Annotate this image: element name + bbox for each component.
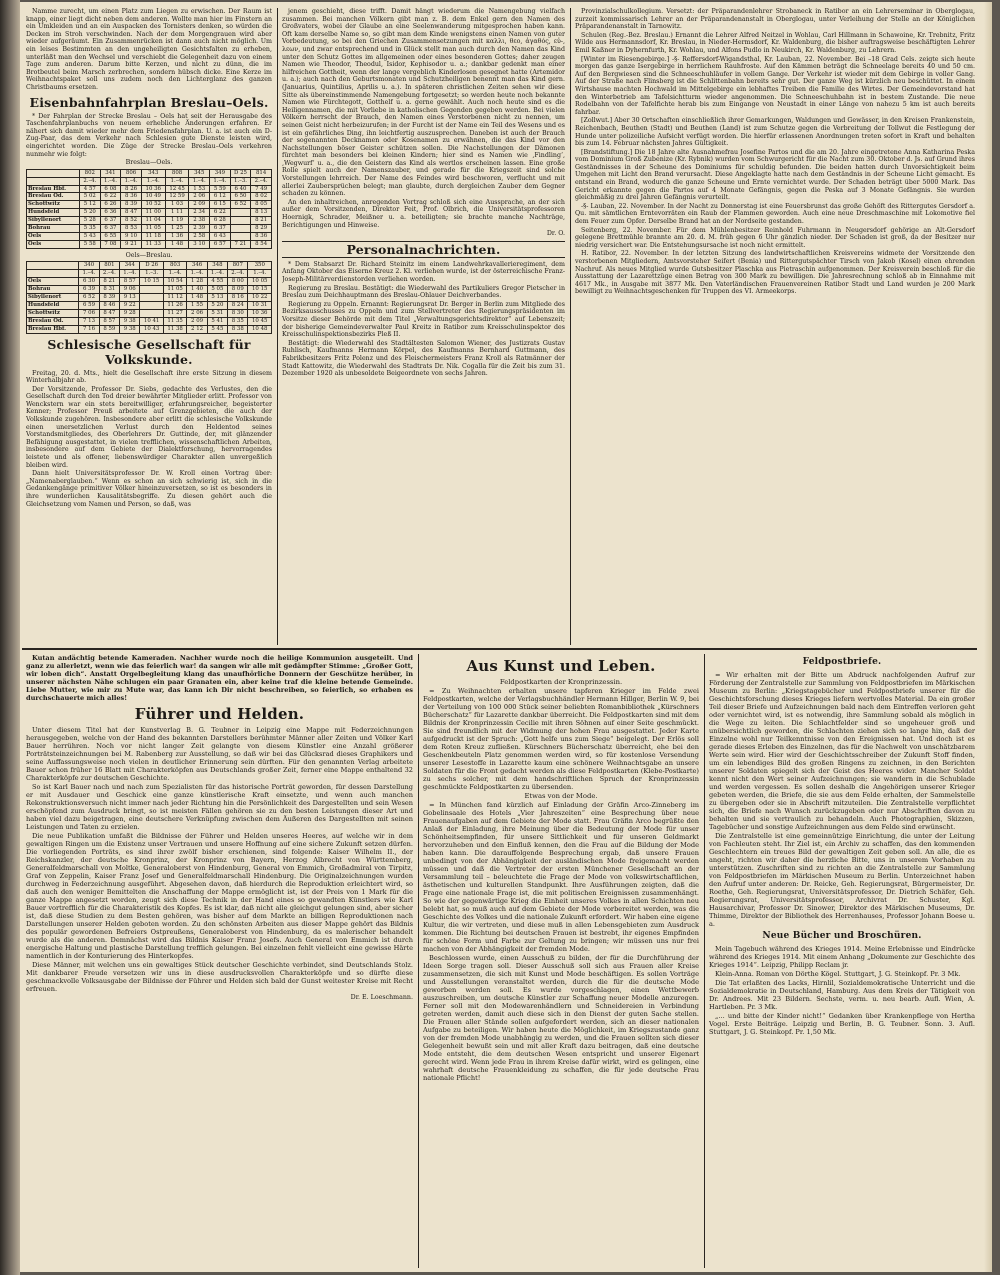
timetable-cell: 2 12	[187, 325, 207, 333]
paragraph: = Zu Weihnachten erhalten unsere tapferen Krieger im Felde zwei Feldpostkarten, welche der Verlagsbuchhändler Hermann Hillger, Berlin W. 9, bei der Verteilung von 100 000 Stück seiner beliebten Romanbibliothek „Kürschners Bücherschatz“ für Lazarette dankbar überreicht. Die Feldpostkarten sind mit dem Bildnis der Kronprinzessin Cecilie mit ihren Söhnen auf einer Seite geschmückt. Sie sind freundlich mit der Widmung der hohen Frau ausgestattet. Jeder Karte aufgedruckt ist der Spruch: „Gott helfe uns zum Siege“ beigelegt. Der Erlös soll dem Roten Kreuz zufließen. Kürschners Bücherschatz überreicht, ehe bei den Geschenkbeuteln Platz genommen werden wird, so für kostenlose Versendung unserer Lesestoffe in Lazarette kaum eine schönere Weihnachtsgabe an unsere Soldaten für die Front gedacht werden als diese Feldpostkarten (Klebe-Postkarte) zu sechs solcher, mit dem handschriftlichen Spruch der Kronprinzessin geschmückte Feldpostkarten zu übersenden.	[423, 687, 699, 791]
timetable-cell: 7 13	[79, 317, 99, 325]
timetable-row	[27, 185, 272, 193]
heading-kunst-und-leben: Aus Kunst und Leben.	[466, 657, 656, 675]
paragraph: * Dem Stabsarzt Dr. Richard Steinitz im einem Landwehrkavallerieregiment, dem Anfang Oktober das Eiserne Kreuz 2. Kl. verliehen wurde, ist der österreichische Franz-Joseph-Militärverdienstorden verliehen worden.	[282, 260, 565, 283]
timetable-cell: 10 41	[140, 317, 163, 325]
timetable-cell: 8 52	[121, 217, 142, 225]
timetable-row	[27, 309, 272, 317]
timetable-cell: 1.–4.	[120, 270, 140, 278]
timetable-cell: 7 08	[100, 240, 121, 248]
timetable-cell: 11 00	[141, 209, 165, 217]
paragraph: Dann hielt Universitätsprofessor Dr. W. Kroll einen Vortrag über: „Namenaberglauben.“ Wenn es schon an sich schwierig ist, sich in die Gedankengänge primitiver Völker hineinzuversetzen, so ist es besonders in ihre wunderlichen Kausalitätsbegriffe. Zu diesen gehört auch die Gleichsetzung vom Namen und Person, so daß, was	[26, 470, 272, 508]
timetable-cell: 346	[187, 262, 207, 270]
timetable-title: Breslau—Oels.	[125, 159, 173, 167]
timetable-cell: 1.–4.	[210, 177, 231, 185]
timetable-cell: 2 09	[187, 317, 207, 325]
heading-fuehrer-und-helden: Führer und Helden.	[134, 705, 305, 723]
timetable-cell: 8 39	[99, 293, 119, 301]
heading-volkskunde: Schlesische Gesellschaft für Volkskunde.	[47, 336, 251, 367]
station-name	[27, 262, 79, 270]
timetable-cell: 7 06	[79, 309, 99, 317]
timetable-cell: 4 57	[80, 185, 101, 193]
timetable-cell: 11 04	[141, 217, 165, 225]
timetable-cell: 1 36	[165, 232, 189, 240]
timetable-header-classes	[27, 270, 272, 278]
timetable-cell: 8 00	[228, 278, 248, 286]
timetable-cell: 9 38	[120, 325, 140, 333]
column-rule	[570, 8, 571, 645]
timetable-cell: 10 48	[248, 325, 272, 333]
timetable-cell: 5 35	[80, 225, 101, 233]
timetable-cell: 1.–4.	[121, 177, 142, 185]
timetable-cell: 10 15	[140, 278, 163, 286]
column-middle	[282, 8, 565, 645]
subheading-mode: Etwas von der Mode.	[524, 792, 598, 800]
station-name	[27, 169, 80, 177]
timetable-cell: D 25	[230, 169, 251, 177]
timetable-cell: 10 15	[248, 286, 272, 294]
heading-neue-buecher: Neue Bücher und Broschüren.	[762, 931, 922, 941]
timetable-cell: 8 02	[251, 193, 272, 201]
station-name: Breslau Od.	[27, 193, 80, 201]
timetable-cell: 8 57	[99, 317, 119, 325]
timetable-cell: 8 47	[121, 209, 142, 217]
timetable-cell: 1.–4.	[207, 270, 227, 278]
timetable-cell: 6 22	[100, 193, 121, 201]
timetable-cell: 344	[120, 262, 140, 270]
column-rule	[418, 654, 419, 1268]
timetable-cell: 6 57	[210, 240, 231, 248]
timetable-cell: 5 43	[80, 232, 101, 240]
timetable-cell: 9 38	[120, 317, 140, 325]
station-name: Hundsfeld	[27, 209, 80, 217]
timetable-cell: 345	[189, 169, 210, 177]
article-intro-left	[26, 8, 272, 92]
book-binding	[0, 0, 20, 1275]
timetable-cell: 2.–4.	[228, 270, 248, 278]
timetable-cell: 1.–4.	[141, 177, 165, 185]
timetable-cell: 1.–4.	[187, 270, 207, 278]
timetable-cell: 1.–3.	[140, 270, 163, 278]
column-left	[26, 8, 272, 645]
timetable-cell	[230, 225, 251, 233]
timetable-cell: 11 35	[163, 317, 186, 325]
station-name: Breslau Hbf.	[27, 185, 80, 193]
timetable-cell: 6 30	[79, 278, 99, 286]
timetable-cell: 6 22	[210, 209, 231, 217]
paragraph: [Winter im Riesengebirge.] -§- Reffersdorf-Wigandsthal, Kr. Lauban, 22. November. Bei –18 Grad Cels. zeigte sich heute morgen das ganze Isergebirge in herrlichem Rauhfroste. Auf den Kämmen beträgt die Schneelage bereits 40 und 50 cm. Auf den Bergwiesen sind die Schneeschuhläufer in vollem Gange. Der Verkehr ist wieder mit dem Gebirge in voller Gang. Auf der Straße nach Flinsberg ist die Schlittenbahn bereits sehr gut. Der ganze Weg ist kürzlich neu beschüttet. In einem Wirtshause machten Hochwald im Mittelgebirge ein lebhaftes Treiben die Familie des Wirtes. Der Gemeindevorstand hat den Winterbetrieb am Tafelsichtturm wieder angenommen. Die Schneeschuhbahn ist in bestem Zustande. Die neue Rodelbahn von der Tafelfichte herab bis zum Eingange von Neustadt in einer Länge von nahezu 5 km ist auch bereits fahrbar.	[575, 55, 975, 116]
paragraph: Diese Männer, mit welchen uns ein gewaltiges Stück deutscher Geschichte verbindet, sind Deutschlands Stolz. Mit dankbarer Freude versetzen wir uns in diese ausdrucksvollen Charakterköpfe und so dürfte diese geschmackvolle Volksausgabe der Bildnisse der Führer und Helden sich bald der Gunst weitester Kreise mit Recht erfreuen.	[26, 961, 413, 993]
paragraph: Seitenberg, 22. November. Für dem Mühlenbesitzer Reinhold Fuhrmann in Neugersdorf gehörige an Alt-Gersdorf gelegene Brettmühle brannte am 20. d. M. früh gegen 6 Uhr gänzlich nieder. Der Schaden ist groß, da der Besitzer nur niedrig versichert war. Die Entstehungsursache ist noch nicht ermittelt.	[575, 226, 975, 249]
timetable-cell	[140, 309, 163, 317]
timetable-cell: 2.–4.	[99, 270, 119, 278]
timetable-cell: 6 37	[210, 225, 231, 233]
paragraph: Die neue Publikation umfaßt die Bildnisse der Führer und Helden unseres Heeres, auf welche wir in dem gewaltigen Ringen um die Existenz unser Vertrauen und unsere Hoffnung auf eine sichere Zukunft setzen dürfen. Die vorliegenden Porträts, es sind ihrer zwölf bisher erschienen, sind folgende: Kaiser Wilhelm II., der Reichskanzler, der deutsche Kronprinz, der Kronprinz von Bayern, Herzog Albrecht von Württemberg, Generalfeldmarschall von Moltke, Generaloberst von Hindenburg, General von Emmich, Großadmiral von Tirpitz, Graf von Zeppelin, Kaiser Franz Josef und Generalfeldmarschall Hindenburg. Die Originalzeichnungen wurden durchweg in Federzeichnung ausgeführt. Abgesehen davon, daß hierdurch die Reproduktion erleichtert wird, so daß auch den weniger Bemittelten die Anschaffung der Mappe ermöglicht ist, ist der Preis von 1 Mark für die ganze Mappe angesetzt worden, zeugt sich diese Technik in der Hand eines so gewandten Künstlers wie Karl Bauer vortrefflich für die Charakteristik des Kopfes. Es ist klar, daß nicht alle gleichgut gelungen sind, aber sicher ist, daß diese Studien zu dem Besten gehören, was bisher auf dem Markte an billigen Reproduktionen nach Darstellungen unserer Helden geboten worden. Zu den schönsten Arbeiten aus dieser Mappe gehört das Bildnis des populär gewordenen Befreiers Ostpreußens, Generaloberst von Hindenburg, da es malerischer behandelt wurde als die anderen. Demnächst wird das Bildnis Kaiser Franz Josefs. Auch General von Emmich ist durch energische Haltung und plastische Darstellung trefflich gelungen. Bei einzelnen fehlt vielleicht eine gewisse Härte namentlich in der Konturierung des Hinterkopfes.	[26, 832, 413, 960]
timetable-cell: 2 39	[189, 225, 210, 233]
timetable-cell: 6 37	[100, 225, 121, 233]
timetable-row	[27, 325, 272, 333]
heading-fahrplan: Eisenbahnfahrplan Breslau–Oels.	[29, 94, 269, 110]
timetable-cell: 10 31	[248, 301, 272, 309]
timetable-cell: 2 38	[189, 217, 210, 225]
heading-personal: Personalnachrichten.	[282, 241, 565, 258]
timetable-cell: 8 29	[251, 225, 272, 233]
timetable-cell: 1 11	[165, 209, 189, 217]
timetable-cell: 6 15	[210, 201, 231, 209]
timetable-cell: 10 36	[248, 309, 272, 317]
timetable-header-trains	[27, 169, 272, 177]
timetable-cell: 803	[163, 262, 186, 270]
station-name: Bohrau	[27, 286, 79, 294]
timetable-cell: 2 06	[187, 309, 207, 317]
timetable-cell: 343	[141, 169, 165, 177]
timetable-row	[27, 293, 272, 301]
timetable-breslau-oels	[26, 169, 272, 249]
station-name: Bohrau	[27, 225, 80, 233]
timetable-cell: 1.–4.	[248, 270, 272, 278]
timetable-cell: 6 40	[230, 185, 251, 193]
timetable-cell: 6 26	[100, 201, 121, 209]
subheading-feldpostkarten: Feldpostkarten der Kronprinzessin.	[499, 678, 623, 686]
timetable-cell: 11 12	[163, 293, 186, 301]
timetable-cell: 9 22	[120, 301, 140, 309]
timetable-row	[27, 193, 272, 201]
timetable-cell: 348	[207, 262, 227, 270]
station-name: Oels	[27, 240, 80, 248]
timetable-cell	[230, 209, 251, 217]
column-rule	[704, 654, 705, 1268]
station-name: Sibyllenort	[27, 293, 79, 301]
paragraph: Die Zentralstelle ist eine gemeinnützige Einrichtung, die unter der Leitung von Fachleuten steht. Ihr Ziel ist, ein Archiv zu schaffen, das den kommenden Geschlechtern ein treues Bild der gewaltigen Zeit geben soll. An alle, die es angeht, richten wir daher die herzliche Bitte, uns in unserem Vorhaben zu unterstützen. Zuschriften sind zu richten an die Zentralstelle zur Sammlung von Feldpostbriefen im Märkischen Museum zu Berlin. Unterzeichnet haben den Aufruf unter anderen: Dr. Reicke, Geh. Regierungsrat, Bürgermeister, Dr. Roethe, Geh. Regierungsrat, Universitätsprofessor, Dr. Dietrich Schäfer, Geh. Regierungsrat, Universitätsprofessor, Archivrat Dr. Schuster, Kgl. Hausarchivar, Professor Dr. Sinower, Direktor des Märkischen Museums, Dr. Thimme, Direktor der Bibliothek des Herrenhauses, Professor Johann Boese u. a.	[709, 832, 975, 928]
heading-feldpostbriefe: Feldpostbriefe.	[802, 657, 882, 667]
timetable-cell: 1.–4.	[189, 177, 210, 185]
timetable-cell: 8 26	[121, 185, 142, 193]
timetable-header-trains	[27, 262, 272, 270]
station-name: Schottwitz	[27, 201, 80, 209]
timetable-cell: 1.–4.	[79, 270, 99, 278]
timetable-cell: 8 31	[99, 286, 119, 294]
timetable-cell: 8 16	[228, 293, 248, 301]
timetable-cell: 340	[79, 262, 99, 270]
timetable-cell: 10 49	[141, 193, 165, 201]
timetable-cell: 6 39	[79, 286, 99, 294]
timetable-header-classes	[27, 177, 272, 185]
paragraph: Kutan andächtig betende Kameraden. Nachher wurde noch die heilige Kommunion ausgeteilt. Und ganz zu allerletzt, wenn wie das feierlich war! da sangen wir alle mit gedämpfter Stimme: „Großer Gott, wir loben dich“. Anstatt Orgelbegleitung klang das unaufhörliche Donnern der Geschütze herüber, in unserer nächsten Nähe schlugen ein paar Granaten ein, aber keine traf die kleine betende Gemeinde. Liebe Mutter, wie mir zu Mute war, das kann ich Dir nicht beschreiben, so feierlich, so erhaben es durchschauerte mich alles!	[26, 654, 413, 702]
paragraph: Beschlossen wurde, einen Ausschuß zu bilden, der für die Durchführung der Ideen Sorge tragen soll. Dieser Ausschuß soll sich aus Frauen aller Kreise zusammensetzen, die sich mit Kunst und Mode beschäftigen. Es sollen Vorträge und Ausstellungen veranstaltet werden, durch die für die deutsche Mode geworben werden soll. Es wurde vorgeschlagen, einen Wettbewerb auszuschreiben, um deutsche Künstler zur Schaffung neuer Modelle anzuregen. Ferner soll mit den Modewarenhändlern und Schneidereien in Verbindung getreten werden, damit auch diese sich in den Dienst der guten Sache stellen. Die Frauen aller Stände sollen aufgefordert werden, sich an dieser nationalen Aufgabe zu beteiligen. Wir haben heute die Möglichkeit, im Kriegszustande ganz von der fremden Mode unabhängig zu werden, und die Frauen sollten sich dieser Gelegenheit bewußt sein und mit aller Kraft dazu beitragen, daß eine deutsche Mode entsteht, die dem deutschen Wesen entspricht und unserer Eigenart gerecht wird. Wenn jede Frau in ihrem Kreise dafür wirkt, wird es gelingen, eine wahrhaft deutsche Frauenkleidung zu schaffen, die für jede deutsche Frau nationale Pflicht!	[423, 954, 699, 1082]
paragraph: „... und bitte der Kinder nicht!“ Gedanken über Krankenpflege von Hertha Vogel. Erste Beiträge. Leipzig und Berlin, B. G. Teubner. Sonn. 3. Aufl. Stuttgart, J. G. Steinkopf. Pr. 1,50 Mk.	[709, 1012, 975, 1036]
column-lower-middle	[423, 654, 699, 1268]
timetable-cell: 10 05	[248, 278, 272, 286]
timetable-cell: 10 43	[140, 325, 163, 333]
timetable-cell: 5 28	[80, 217, 101, 225]
timetable-cell: 6 52	[79, 293, 99, 301]
timetable-cell: 7 21	[230, 240, 251, 248]
timetable-cell: 5 20	[207, 301, 227, 309]
timetable-cell: 11 26	[163, 301, 186, 309]
timetable-cell: 1 19	[165, 217, 189, 225]
timetable-cell: 8 13	[251, 209, 272, 217]
timetable-cell: 1 28	[187, 278, 207, 286]
paragraph: = In München fand kürzlich auf Einladung der Gräfin Arco-Zinneberg im Gobelinsaale des Hotels „Vier Jahreszeiten“ eine Besprechung über neue Frauenaufgaben auf dem Gebiete der Mode statt. Frau Gräfin Arco begrüßte den Anlaß der Einladung, ihre Meinung über die Bedeutung der Mode für unser Schönheitsempfinden, für unsere Sittlichkeit und für unseren Geldmarkt hervorzuheben und den Einfluß kennen, den die Frau auf die Bildung der Mode haben kann. Die darauffolgende Besprechung ergab, daß unsere Frauen unbedingt von der Abhängigkeit der ausländischen Mode freigemacht werden müssen und daß die Vertreter der ersten Münchener Gesellschaft an der Versammlung teil – beleuchtete die Frage der Mode von volkswirtschaftlichen, ästhetischen und kulturellen Standpunkt. Ihre Ausführungen zeigten, daß die Frage eine nationale Frage ist, die mit politischen Ereignissen zusammenhängt. So wie der gegenwärtige Krieg die Einheit unseres Volkes in allen Schichten neu belebt hat, so muß auch auf dem Gebiete der Mode vorbereitet werden, was die Geschichte des Volkes und die nationale Zukunft erfordert. Wir haben eine eigene Kultur, die wir vertreten, und diese muß in allen Lebensgebieten zum Ausdruck kommen. Die Richtung bei deutschen Frauen ist bestrebt, ihr eigenes Empfinden für schöne Form und Farbe zur Geltung zu bringen; wir müssen uns nur frei machen von der Abhängigkeit der fremden Mode.	[423, 801, 699, 953]
timetable-cell	[230, 232, 251, 240]
timetable-cell: 1 55	[187, 301, 207, 309]
timetable-cell: 2 06	[189, 193, 210, 201]
timetable-cell: 1.–3.	[230, 177, 251, 185]
timetable-cell: 808	[165, 169, 189, 177]
paragraph: Regierung zu Breslau. Bestätigt: die Wiederwahl des Partikuliers Gregor Pietscher in Breslau zum Deichhauptmann des Breslau-Ohlauer Deichverbandes.	[282, 284, 565, 300]
timetable-cell: 6 36	[100, 209, 121, 217]
timetable-cell: 801	[99, 262, 119, 270]
timetable-cell: 807	[228, 262, 248, 270]
column-right	[575, 8, 975, 645]
timetable-cell: 10 54	[163, 278, 186, 286]
timetable-cell: D 26	[140, 262, 163, 270]
timetable-cell: 349	[210, 169, 231, 177]
paragraph: * Der Fahrplan der Strecke Breslau – Oels hat seit der Herausgabe des Taschenfahrplanbuchs von neuem erhebliche Änderungen erfahren. Er nähert sich damit wieder mehr dem Friedensfahrplan. U. a. ist auch ein D-Zug-Paar, das dem Verkehr nach Schlesien gute Dienste leisten wird, eingerichtet worden. Die Züge der Strecke Breslau–Oels verkehren nunmehr wie folgt:	[26, 112, 272, 158]
paragraph: So ist Karl Bauer nach und nach zum Spezialisten für das historische Porträt geworden, für dessen Darstellung er mit Ausdauer und Geschick eine ganze künstlerische Kraft einsetzte, und wenn auch manchen Rekonstruktionsversuch nicht immer nach jeder Richtung hin die Persönlichkeit des Dargestellten und sein Wesen erschöpfend zum Ausdruck bringt, so ist meisten Fällen gehören sie zu den besten Leistungen dieser Art und haben viel dazu beigetragen, eine deutschere Verknüpfung zwischen dem Äußeren des Dargestellten mit seinen Leistungen und Taten zu erzielen.	[26, 783, 413, 831]
paragraph: Der Vorsitzende, Professor Dr. Siebs, gedachte des Verlustes, den die Gesellschaft durch den Tod dreier bewährter Mitglieder erlitt. Professor von Wenckstern war ein stets bereitwilliger, erfahrungsreicher, begeisterter Kenner; Professor Preuß arbeitete auf Grenzgebieten, die auch der Volkskunde zugehören. Insbesondere aber erlitt die schlesische Volkskunde einen unersetzlichen Verlust durch den Heldentod seines Vorstandsmitgliedes, des Oberlehrers Dr. Guttinde, der, mit glänzender Befähigung ausgestattet, in vielen trefflichen, wissenschaftlichen Arbeiten, insbesondere auf dem Gebiete der Dialektforschung, hervorragendes leistete und als offener, liebenswürdiger Charakter allen unvergeßlich bleiben wird.	[26, 385, 272, 469]
timetable-cell: 8 24	[228, 301, 248, 309]
timetable-cell: 9 10	[121, 232, 142, 240]
timetable-cell	[140, 293, 163, 301]
timetable-cell: 8 30	[228, 309, 248, 317]
timetable-cell: 1 03	[165, 201, 189, 209]
timetable-cell: 6 08	[100, 185, 121, 193]
timetable-cell: 10 36	[141, 185, 165, 193]
station-name	[27, 270, 79, 278]
timetable-cell: 5 58	[80, 240, 101, 248]
timetable-cell: 1 40	[187, 286, 207, 294]
timetable-cell: 12 59	[165, 193, 189, 201]
timetable-cell: 11 18	[141, 232, 165, 240]
timetable-row	[27, 209, 272, 217]
timetable-cell: 6 50	[230, 193, 251, 201]
timetable-cell	[140, 286, 163, 294]
timetable-cell: 6 43	[210, 232, 231, 240]
timetable-cell: 5 41	[207, 317, 227, 325]
timetable-cell: 814	[251, 169, 272, 177]
paragraph: H. Ratibor, 22. November. In der letzten Sitzung des landwirtschaftlichen Kreisvereins widmete der Vorsitzende den verstorbenen Mitgliedern, Amtsvorsteher Seifert (Benia) und Rittergutspächter Tirsch von Jakob (Kosel) einen ehrenden Nachruf. Als neues Mitglied wurde Gutsbesitzer Plaschka aus Pietraschin aufgenommen. Der Kreisverein beschloß für die Ausstattung der Lazarettzüge einen Betrag von 300 Mark zu bewilligen. Die Jahresrechnung schloß ab in Einnahme mit 4617 Mk., in Ausgabe mit 3877 Mk. Den Vaterländischen Frauenvereinen Ratibor Stadt und Land wurden je 200 Mark bewilligt zu Weihnachtsgeschenken für Truppen des VI. Armeekorps.	[575, 250, 975, 296]
timetable-cell: 10 45	[248, 317, 272, 325]
paragraph: -§- Lauban, 22. November. In der Nacht zu Donnerstag ist eine Feuersbrunst das große Gehöft des Rittergutes Gersdorf a. Qu. mit sämtlichen Erntevorräten ein Raub der Flammen geworden. Auch eine neue Dreschmaschine mit Lokomotive fiel dem Feuer zum Opfer. Derselbe Brand hat an der Nordseite gestanden.	[575, 202, 975, 226]
timetable-row	[27, 217, 272, 225]
timetable-cell: 341	[100, 169, 121, 177]
timetable-cell: 5 12	[80, 201, 101, 209]
timetable-cell	[230, 217, 251, 225]
paragraph: Schulen (Reg.-Bez. Breslau.) Ernannt die Lehrer Alfred Neitzel in Wohlau, Carl Hillmann in Schawoine, Kr. Trebnitz, Fritz Wilde aus Hermannsdorf, Kr. Breslau, in Nieder-Hermsdorf, Kr. Waldenburg, die bisher auftragsweise beschäftigten Lehrer Emil Kaßner in Dyhernfurth, Kr. Wohlau, und Alfons Pudlo in Neukirch, Kr. Waldenburg, zu Lehrern.	[575, 31, 975, 54]
column-lower-right	[709, 654, 975, 1268]
timetable-row	[27, 232, 272, 240]
timetable-cell: 8 38	[228, 325, 248, 333]
paragraph: Mein Tagebuch während des Krieges 1914. Meine Erlebnisse und Eindrücke während des Krieges 1914. Mit einem Anhang „Dokumente zur Geschichte des Krieges 1914“. Leipzig, Philipp Reclam jr.	[709, 945, 975, 969]
timetable-cell: 8 47	[99, 309, 119, 317]
paragraph: = Wir erhalten mit der Bitte um Abdruck nachfolgenden Aufruf zur Förderung der Zentralstelle zur Sammlung von Feldpostbriefen im Märkischen Museum zu Berlin: „Kriegstagebücher und Feldpostbriefe unserer für die Geschichtsforschung dieses Krieges liefern wertvolles Material. Da ein großer Teil dieser Briefe und Aufzeichnungen bald nach dem Eintreffen verloren geht oder vernichtet wird, ist es notwendig, ihre Sammlung sobald als möglich in die Wege zu leiten. Die Schlachtfelder sind so ungeheuer groß und unübersichtlich geworden, die Schlachten ziehen sich so lange hin, daß der Einzelne wohl nur Teilkenntnisse von den Ereignissen hat. Und doch ist es gerade dieses Erleben des Einzelnen, das für die Nachwelt von unschätzbarem Werte sein wird. Hier wird der Geschichtsschreiber der Zukunft Stoff finden, um ein lebendiges Bild des großen Ringens zu zeichnen, in den Berichten unserer Soldaten spiegelt sich der Geist des Heeres wider. Mancher Soldat kennt nicht den Wert seiner Aufzeichnungen; sie wandern in die Schublade und werden vergessen. Es sollen deshalb die Angehörigen unserer Krieger gebeten werden, die Briefe, die sie aus dem Felde erhalten, der Sammelstelle zu übergeben oder sie in Abschrift mitzuteilen. Die Zentralstelle verpflichtet sich, die Briefe nach Wunsch zurückzugeben oder nur Abschriften davon zu behalten und sie vertraulich zu behandeln. Auch Photographien, Skizzen, Tagebücher und sonstige Aufzeichnungen aus dem Felde sind erwünscht.	[709, 671, 975, 831]
timetable-row	[27, 240, 272, 248]
paragraph: Die Tat erlaßten des Lacks, Hirnlil, Sozialdemokratische Unterricht und die Sozialdemokratie in Deutschland, Hamburg. Aus dem Kreis der Tätigkeit von Dr. Andrees. Mit 23 Bildern. Sechste, verm. u. neu bearb. Aufl. Wien, A. Hartleben. Pr. 3 Mk.	[709, 979, 975, 1011]
newspaper-page	[20, 2, 992, 1272]
timetable-cell: 3 10	[189, 240, 210, 248]
timetable-cell: 1.–4.	[163, 270, 186, 278]
timetable-row	[27, 301, 272, 309]
timetable-oels-breslau	[26, 261, 272, 333]
paragraph: [Brandstiftung.] Die 18 Jahre alte Ausnahmefrau Josefine Partos und die am 20. Jahre eingetretene Anna Katharina Peska vom Dominium Groß Zubenize (Kr. Rybnik) wurden vom Schwurgericht für die Nacht zum 30. Oktober d. Js. auf Grund ihres Geständnisses in der Scheune des Dominiums für schuldig befunden. Die beiden hatten durch Unvorsichtigkeit beim Umgehen mit Licht den Brand verursacht. Diese Angeklagte hatte nach dem Geständnis in der Scheune Licht gemacht. Es entstand ein Brand, wodurch die ganze Scheune und Ernte vernichtet wurde. Der Schaden beträgt über 5000 Mark. Das Gericht erkannte gegen die Partos auf 4 Monate Gefängnis, gegen die Peska auf 3 Monate Gefängnis. Sie wurden gleichmäßig zu drei Jahren Gefängnis verurteilt.	[575, 148, 975, 202]
timetable-cell: 1.–4.	[100, 177, 121, 185]
timetable-cell: 806	[121, 169, 142, 177]
timetable-cell: 5 05	[207, 286, 227, 294]
timetable-cell: 8 35	[228, 317, 248, 325]
station-name: Sibyllenort	[27, 217, 80, 225]
paragraph: Klein-Anna. Roman von Dörthe Kögel. Stuttgart, J. G. Steinkopf. Pr. 3 Mk.	[715, 970, 961, 978]
paragraph: Provinzialschulkollegium. Versetzt: der Präparandenlehrer Strobaneck in Ratibor an ein Lehrerseminar in Oberglogau, zurzeit kommissarisch Lehrer an der Präparandenanstalt in Oberglogau, unter Verleihung der Stelle an der Königlichen Präparandenanstalt in Tarnowitz.	[575, 8, 975, 31]
timetable-cell: 1 25	[165, 225, 189, 233]
timetable-cell: 6 52	[230, 201, 251, 209]
timetable-cell: 2 34	[189, 209, 210, 217]
timetable-cell: 1 48	[187, 293, 207, 301]
timetable-title: Oels—Breslau.	[125, 251, 173, 259]
timetable-cell: 9 21	[121, 240, 142, 248]
timetable-cell: 8 21	[251, 217, 272, 225]
timetable-cell: 8 39	[121, 201, 142, 209]
timetable-row	[27, 225, 272, 233]
station-name: Hundsfeld	[27, 301, 79, 309]
timetable-row	[27, 286, 272, 294]
station-name: Oels	[27, 232, 80, 240]
timetable-cell: 5 31	[207, 309, 227, 317]
timetable-cell: 7 16	[79, 325, 99, 333]
column-rule	[277, 8, 278, 645]
timetable-cell: 8 54	[251, 240, 272, 248]
timetable-cell: 8 05	[251, 201, 272, 209]
timetable-cell: 6 12	[210, 193, 231, 201]
station-name: Breslau Hbf.	[27, 325, 79, 333]
timetable-cell: 8 09	[228, 286, 248, 294]
timetable-cell: 6 37	[100, 217, 121, 225]
timetable-cell: 10 22	[248, 293, 272, 301]
paragraph: Unter diesem Titel hat der Kunstverlag B. G. Teubner in Leipzig eine Mappe mit Federzeichnungen herausgegeben, welche von der Hand des bekannten Darstellers berühmter Männer aller Zeiten und Völker Karl Bauer herrühren. Noch vor nicht langer Zeit gelangte von diesem Künstler eine Anzahl größerer Porträtsteinzeichnungen bei M. Rabenberg zur Ausstellung, so daß wir bei das Glücksrad dieses Graphikers und seine Auffassungsweise noch vielen in deutlicher Erinnerung sein dürften. Für den genannten Verlag arbeitete Bauer schon früher 16 Blatt mit Charakterköpfen aus Deutschlands großer Zeit, ferner eine Mappe enthaltend 32 Charakterköpfe zur deutschen Geschichte.	[26, 726, 413, 782]
timetable-cell: 10 52	[141, 201, 165, 209]
signature: Dr. O.	[546, 230, 565, 238]
timetable-cell: 7 49	[251, 185, 272, 193]
timetable-cell: 1 48	[165, 240, 189, 248]
paragraph: [Zollwut.] Aber 30 Ortschaften einschließlich ihrer Gemarkungen, Waldungen und Gewässer, in den Kreisen Frankenstein, Reichenbach, Beuthen (Stadt) und Beuthen (Land) ist zum Schutze gegen die Verbreitung der Tollwut die Festlegung der Hunde unter polizeiliche Aufsicht verfügt worden. Die hierfür erlassenen Anordnungen treten sofort in Kraft und behalten bis zum 14. Februar nächsten Jahres Gültigkeit.	[575, 117, 975, 148]
timetable-cell: 8 59	[99, 325, 119, 333]
timetable-cell: 1.–4.	[165, 177, 189, 185]
station-name	[27, 177, 80, 185]
timetable-cell: 4 55	[207, 278, 227, 286]
timetable-row	[27, 317, 272, 325]
station-name: Schottwitz	[27, 309, 79, 317]
timetable-cell: 2.–4.	[251, 177, 272, 185]
timetable-cell: 11 38	[163, 325, 186, 333]
timetable-cell: 5 02	[80, 193, 101, 201]
timetable-cell: 2.–4.	[80, 177, 101, 185]
timetable-cell: 2 58	[189, 232, 210, 240]
timetable-cell: 11 27	[163, 309, 186, 317]
timetable-cell: 11 05	[163, 286, 186, 294]
station-name: Oels	[27, 278, 79, 286]
paragraph: jenem geschieht, diese trifft. Damit hängt wiederum die Namengebung vielfach zusammen. Bei manchen Völkern gibt man z. B. dem Enkel gern den Namen des Großvaters, wobei der Glaube an eine Seelenwanderung mitgesprochen haben kann. Oft kam derselbe Name so, so gibt man dem Kinde wenigstens einen Namen von guter Vorbedeutung, so bei den Griechen Zusammensetzungen mit καλλι, θεο, ἀγαθός, εὐ-, λεων, und zwar entsprechend und in Glück stellt man auch durch den Namen das Kind unter den Schutz Gottes im allgemeinen oder eines besonderen Gottes; daher zeugen Namen wie Theodor, Theodul, Isidor, Kephisodor u. a.; dankbar gedenkt man einer hilfreichen Gottheit, wenn der lange vergeblich Kinderlosen gesegnet hatte (Artemidor u. a.); auch nach den Geburtsmonaten und Schutzheiligen benennt man das Kind gern. (Januarius, Quintilius, Aprilis u. a.). In späteren christlichen Zeiten sehen wir diese Sitte als übereinstimmende Namengebung fortgesetzt; so werden heute noch bekannte Namen wie Fürchtegott, Gotthelf u. a. gerne gewählt. Auch noch heute sind es die Heiligennamen, die mit Vorliebe in katholischen Gegenden gegeben werden. Bei vielen Völkern herrscht der Brauch, den Namen eines Verstorbenen nicht zu nennen, um seinen Geist nicht herbeizurufen; in der Furcht ist der Name ein Teil des Wesens und es ist ein gefährliches Ding, ihn leichtfertig auszusprechen. Daneben ist auch der Brauch der sogenannten Decknamen oder Kosenamen zu erwähnen, die das Kind vor den Nachstellungen böser Geister schützen sollen. Die Nachstellungen der Dämonen fürchtet man besonders bei kleinen Kindern; hier sind es Namen wie ‚Findling‘, ‚Wegwurf‘ u. a., die den Geistern das Kind als wertlos erscheinen lassen. Eine große Rolle spielt auch der Namenszauber, und gerade für die Kriegszeit sind solche Vorstellungen lehrreich. Der Name des Feindes wird beschworen, verflucht und mit allerlei Zaubersprüchen belegt; man glaubte, durch dergleichen Zauber dem Gegner schaden zu können.	[282, 8, 565, 198]
paragraph: An den inhaltreichen, anregenden Vortrag schloß sich eine Aussprache, an der sich außer dem Vorsitzenden, Direktor Feit, Prof. Olbrich, die Universitätsprofessoren Hoernigk, Schrader, Meißner u. a. beteiligten; sie brachte manche Nachträge, Berichtigungen und Hinweise.	[282, 198, 565, 229]
timetable-cell: 8 36	[251, 232, 272, 240]
timetable-cell: 5 13	[207, 293, 227, 301]
timetable-cell	[140, 301, 163, 309]
timetable-cell: 9 06	[120, 286, 140, 294]
timetable-cell: 8 21	[99, 278, 119, 286]
timetable-cell: 8 46	[99, 301, 119, 309]
page-edge	[984, 2, 992, 1272]
timetable-cell: 9 28	[120, 309, 140, 317]
timetable-cell: 8 53	[121, 225, 142, 233]
timetable-cell: 5 20	[80, 209, 101, 217]
section-rule	[22, 648, 977, 650]
timetable-row	[27, 278, 272, 286]
timetable-cell: 6 28	[210, 217, 231, 225]
timetable-cell: 9 13	[120, 293, 140, 301]
timetable-cell: 11 33	[141, 240, 165, 248]
station-name: Breslau Od.	[27, 317, 79, 325]
timetable-cell: 6 59	[79, 301, 99, 309]
column-lower-left	[26, 654, 413, 1268]
timetable-cell: 5 59	[210, 185, 231, 193]
timetable-cell: 8 57	[120, 278, 140, 286]
timetable-cell: 1 53	[189, 185, 210, 193]
paragraph: Bestätigt: die Wiederwahl des Stadtältesten Salomon Wiener, des Justizrats Gustav Ruhlisch, Kaufmanns Hermann Körpel, des Kaufmanns Bernhard Guttmann, des Fabrikbesitzers Fritz Polenz und des Fleischermeisters Franz Kroll als Ratmänner der Stadt Kattowitz, die Wiederwahl des Stadtrats Dr. Nik. Cogalla für die Zeit bis zum 31. Dezember 1920 als unbesoldete Beigeordnete von sechs Jahren.	[282, 339, 565, 378]
timetable-cell: 350	[248, 262, 272, 270]
signature: Dr. E. Loeschmann.	[350, 994, 413, 1001]
timetable-cell: 5 45	[207, 325, 227, 333]
paragraph: Namme zurecht, um einen Platz zum Liegen zu erwischen. Der Raum ist knapp, einer liegt dicht neben dem anderen. Wollte man hier im Finstern an ein Umkleiden und an ein Auspacken des Tornisters denken, so würden die Decken im Stroh verschwinden. Nach der dem Morgengrauen wird aber wieder aufgeräumt. Ein Zusammenrücken ist dann auch nicht möglich. Um ein leises Bestimmten an den ungeheiligten Gesichtsfalten zu erheben, unterläßt man den Wechsel und verschiebt die Gelegenheit dazu von einem Tage zum anderen. Darum bitte Kerzen, und nicht zu dünn, die im Brotbeutel beim Marsch zerbrechen, sondern hübsch dicke. Eine Kerze im Weihnachtspaket soll uns zudem noch den Lichterglanz des ganzen Christbaums ersetzen.	[26, 8, 272, 91]
timetable-row	[27, 201, 272, 209]
timetable-cell: 8 36	[121, 193, 142, 201]
timetable-cell: 12 45	[165, 185, 189, 193]
timetable-cell: 6 55	[100, 232, 121, 240]
timetable-cell: 802	[80, 169, 101, 177]
paragraph: Regierung zu Oppeln. Ernannt: Regierungsrat Dr. Berger in Berlin zum Mitgliede des Bezirksausschusses zu Oppeln und zum Stellvertreter des Regierungspräsidenten im Vorsitze dieser Behörde mit dem Titel „Verwaltungsgerichtsdirektor“ auf Lebenszeit; der bisherige Gemeindeverwalter Paul Kreitz in Ratibor zum Kreisschulinspektor des Kreisschulinspektionsbezirks Pleß II.	[282, 300, 565, 339]
timetable-cell: 11 05	[141, 225, 165, 233]
timetable-cell: 2 09	[189, 201, 210, 209]
paragraph: Freitag, 20. d. Mts., hielt die Gesellschaft ihre erste Sitzung in diesem Winterhalbjahr ab.	[26, 369, 272, 385]
